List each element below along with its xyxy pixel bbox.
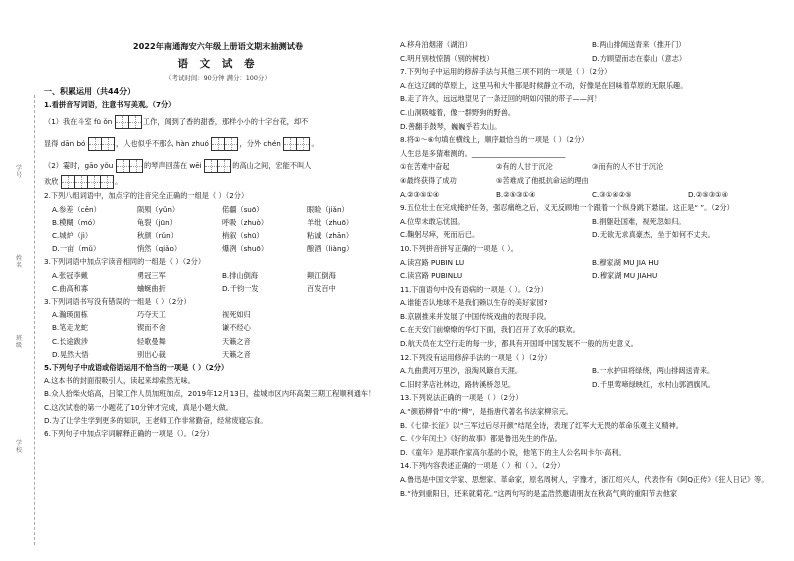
q1-line-4: 欢欣 。 — [44, 175, 392, 189]
q9-option-row: A.位卑未敢忘忧国。 B.捐躯赴国难，视死忽如归。 — [400, 216, 686, 226]
answer-grid[interactable] — [204, 159, 230, 173]
q7-stem: 7.下列句子中运用的修辞手法与其他三项不同的一项是（ ）（2分） — [400, 67, 612, 77]
q8-option-row: A.②③⑤①④ B.②⑤③①④ C.③①④②⑤ D.②⑤③①④ — [400, 189, 729, 199]
exam-meta: （考试时间：90分钟 满分：100分） — [165, 74, 271, 82]
q12-option-row: A.九曲黄河万里沙，浪淘风簸自天涯。 B.一水护田将绿绕，两山排闼送青来。 — [400, 366, 715, 376]
margin-label-class: 班级 — [15, 335, 22, 349]
q5-option-a[interactable]: A.这本书的封面很吸引人，读起来却索然无味。 — [44, 376, 195, 386]
q10-stem: 10.下列拼音拼写正确的一项是（ ）。 — [400, 243, 518, 253]
q2-option-row: C.城炉（jì） 秋颜（rǔn） 梢叙（shū） 粘诚（zhān） — [52, 231, 354, 241]
q11-option-d[interactable]: D.航天员在太空行走的每一步，都具有开国哥中国发展不一般的历史意义。 — [400, 339, 638, 349]
q14-option-a[interactable]: A.鲁迅是中国文学家、思想家、革命家，原名周树人，字豫才，浙江绍兴人，代表作有《阿Q正传》《狂人日记》等。 — [400, 475, 769, 484]
q11-stem: 11.下面语句中没有语病的一项是（ ）。（2分） — [400, 284, 548, 294]
binding-margin — [10, 95, 40, 545]
q6-stem: 6.下列句子中加点字词解释正确的一项是（）。（2分） — [44, 429, 214, 439]
q1-line-3: （2）霎时，gāo yǒu 的琴声回荡在 wēi 的高山之间，宏能不叫人 — [44, 159, 392, 173]
q9-option-row: C.鞠躬尽瘁，死而后已。 D.无欲无求真豪杰，坐于如何不丈夫。 — [400, 230, 715, 240]
q8-items-row: ①在苦难中奋起 ②有的人甘于沉沦 ③而有的人不甘于沉沦 — [400, 162, 664, 172]
q1-line-1: （1）我在斗室 fū ǒn 工作，闻到了香的甜香，那样小小的十字台花，却不 — [44, 115, 392, 129]
q10-option-row: A.读宫路 PUBIN LU B.穆家湖 MU JIA HU — [400, 257, 659, 267]
answer-grid[interactable] — [115, 115, 141, 129]
q5-option-b[interactable]: B.众人拾柴火焰高，吕梁工作人员加班加点，2019年12月13日，盐城市区内环高架三期工程顺利通车！ — [44, 389, 376, 399]
q3-option-row: C.曲高和寡 蛐蜒曲折 D.千钧一发 百发百中 — [52, 283, 336, 293]
q1-title: 1.看拼音写词语，注意书写美观。（7分） — [44, 100, 176, 110]
q8-items-row: ④最终获得了成功 ⑤苦难成了他抵抗命运的理由 — [400, 175, 589, 185]
exam-subtitle: 语 文 试 卷 — [177, 58, 259, 70]
q11-option-c[interactable]: C.在天安门前燎燎的华灯下面，我们召开了欢乐的联欢。 — [400, 325, 580, 335]
q14-option-b[interactable]: B.“待到重阳日，还来就菊花。”这两句写的是孟浩然邀请朋友在秋高气爽的重阳节去他家 — [400, 488, 678, 498]
q3-stem: 3.下列词语中加点字读音相同的一组是（ ）（2分） — [44, 257, 206, 267]
q4-option-row: B.笔走龙蛇 锲而不舍 谦不经心 — [52, 323, 251, 333]
q13-stem: 13.下列说法正确的一项是（ ）（2分） — [400, 393, 523, 403]
q13-option-a[interactable]: A.“颜筋柳骨”中的“柳”，是指唐代著名书法家柳宗元。 — [400, 407, 573, 417]
q3-option-row: A.张冠李戴 勇冠三军 B.排山倒海 颠江倒海 — [52, 270, 336, 280]
q9-stem: 9.五位壮士在完成掩护任务，强忍痛绝之后，义无反顾地一个跟着一个纵身跳下悬崖。这正是“ ”。（2分） — [400, 203, 734, 213]
q5-stem: 5.下列句子中成语或俗语运用不恰当的一项是（ ）（2分） — [44, 363, 229, 373]
answer-grid[interactable] — [211, 137, 237, 151]
q8-context: 人生总是多猜难测的。__________________________ — [400, 148, 566, 158]
q11-option-b[interactable]: B.京剧推来并发展了中国传统戏曲的表现手段。 — [400, 311, 551, 321]
q5-option-c[interactable]: C.这次试卷的第一小题花了10分钟才完成，真是小题大做。 — [44, 402, 233, 412]
left-column — [44, 40, 392, 440]
q4-option-row: C.长途跋涉 轻歌曼舞 天籁之音 — [52, 336, 251, 346]
right-column — [400, 38, 784, 500]
exam-title: 2022年南通海安六年级上册语文期末抽测试卷 — [132, 41, 304, 51]
binding-line — [34, 95, 35, 545]
q13-option-d[interactable]: D.《童年》是苏联作家高尔基的小说，他笔下的主人公名叫卡尔·高利。 — [400, 447, 626, 457]
q13-option-c[interactable]: C.《少年闰土》《好的故事》都是鲁迅先生的作品。 — [400, 434, 562, 444]
q2-option-row: B.模糊（mó） 龟裂（jūn） 呼吸（zhuò） 羊纰（zhuō） — [52, 217, 354, 227]
q4-stem: 3.下列词语书写没有错误的一组是（ ）（2分） — [44, 297, 191, 307]
q6-option-row: C.明月别枝惊鹊（别的树枝） D.方顾望而志在泰山（意志） — [400, 53, 687, 63]
q7-option-d[interactable]: D.善翻手鼓琴，巍巍乎若太山。 — [400, 121, 502, 131]
q1-line-2: 显得 dān bó ，人也似乎不那么 hàn zhuó ，分外 chén 。 — [44, 137, 392, 151]
answer-grid[interactable] — [116, 159, 142, 173]
q10-option-row: C.读宫路 PUBINLU D.穆家湖 MU JIAHU — [400, 271, 658, 281]
q8-stem: 8.将①～⑥句填在横线上，顺序最恰当的一项是（ ）（2分） — [400, 135, 589, 145]
q7-option-c[interactable]: C.山洞吸嘘着，像一群野狗的野兽。 — [400, 107, 516, 117]
margin-label-school: 学校 — [15, 440, 22, 454]
q11-option-a[interactable]: A.谁能否认地球不是我们赖以生存的美好家园? — [400, 298, 548, 308]
q7-option-b[interactable]: B.走了许久，远远地望见了一条迂回的明如闪银的带子——河！ — [400, 94, 602, 104]
q2-option-row: A.参差（cēn） 陨殒（yǔn） 偌疆（suō） 眼睑（jiǎn） — [52, 204, 349, 214]
margin-label-name: 姓名 — [15, 255, 22, 269]
q2-stem: 2.下列八组词语中，加点字的注音完全正确的一组是（ ）（2分） — [44, 191, 249, 201]
q2-option-row: D.一亩（mǔ） 悄然（qiǎo） 爆冽（shuō） 酿酒（liàng） — [52, 244, 354, 254]
q14-stem: 14.下列内容表述正确的一项是（ ）和（ ）。（2分） — [400, 461, 565, 471]
q4-option-row: D.晃然大悟 别出心裁 天籁之音 — [52, 349, 251, 359]
answer-grid[interactable] — [88, 137, 114, 151]
q12-stem: 12.下列没有运用修辞手法的一项是（ ）（2分） — [400, 352, 552, 362]
q5-option-d[interactable]: D.为了让学生学到更多的知识，王老师工作非常勤奋，经常废寝忘食。 — [44, 415, 268, 425]
section-1-title: 一、积累运用（共44分） — [44, 87, 136, 96]
q12-option-row: C.旧时茅店社林边，路转溪桥忽见。 D.千里莺啼绿映红，水村山郭酒旗风。 — [400, 379, 715, 389]
answer-grid[interactable] — [61, 175, 113, 189]
q6-option-row: A.移舟泊烟渚（湖泊） B.两山排闼送青来（推开门） — [400, 40, 686, 49]
q7-option-a[interactable]: A.在这辽阔的草原上，这里马和大牛都是时候静立不动，好像是在回味着草原的无限乐趣。 — [400, 80, 688, 90]
q4-option-row: A.瀚瑛面栋 巧夺天工 视死如归 — [52, 310, 251, 320]
q13-option-b[interactable]: B.《七律·长征》以“三军过后尽开颜”结尾全诗，表现了红军大无畏的革命乐观主义精神。 — [400, 420, 683, 430]
margin-label-student-id: 学号 — [15, 165, 22, 179]
answer-grid[interactable] — [283, 137, 309, 151]
